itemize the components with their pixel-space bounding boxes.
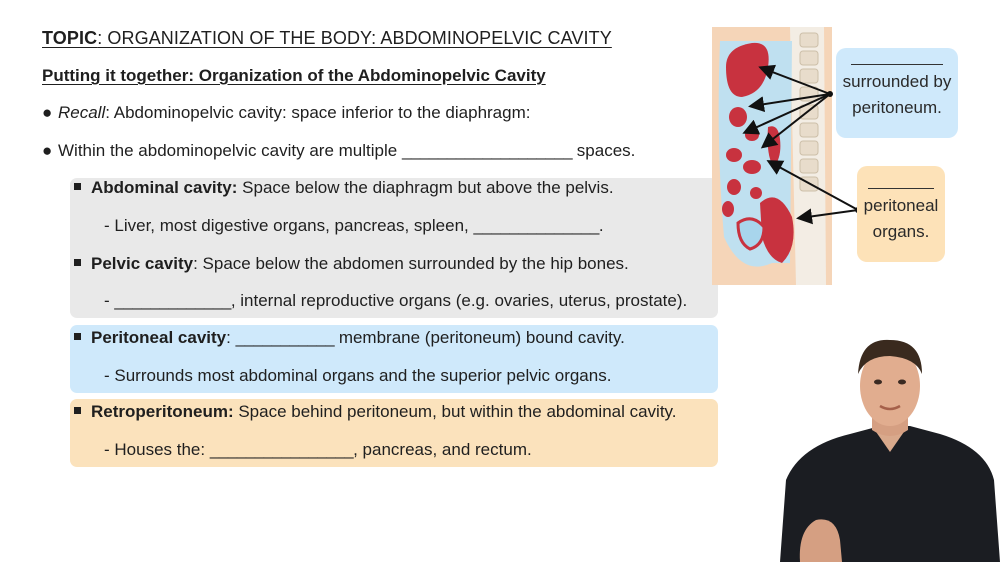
label-blank-line [851,64,944,65]
square-bullet [74,183,81,190]
retro-sub-text: - Houses the: [104,440,210,459]
abdominal-title: Abdominal cavity: [91,178,238,197]
peritoneal-desc: membrane (peritoneum) bound cavity. [334,328,625,347]
within-text: Within the abdominopelvic cavity are multiple [58,141,402,160]
label-line-2: peritoneum. [852,98,942,117]
topic-prefix: TOPIC [42,28,98,48]
bullet-dot: ● [42,141,53,160]
square-bullet [74,407,81,414]
retro-title: Retroperitoneum: [91,402,234,421]
topic-heading [42,28,612,49]
square-bullet [74,259,81,266]
arrow-origin-dot [827,91,833,97]
presenter-eye-left [874,380,882,385]
recall-label: Recall [58,103,106,122]
label-surrounded-by-peritoneum [836,48,958,138]
peritoneal-title: Peritoneal cavity [91,328,227,347]
retro-line [74,402,677,422]
abdominal-sub [104,216,604,236]
label-peritoneal-organs [857,166,945,262]
presenter-video [780,330,1000,562]
peritoneal-sub: - Surrounds most abdominal organs and the superior pelvic organs. [104,366,612,385]
retro-sub-end: , pancreas, and rectum. [353,440,532,459]
label-blank-line [868,188,935,189]
label-line-2: organs. [872,222,930,241]
arrow-lines-lower [770,162,858,218]
pelvic-sub [104,291,687,311]
pelvic-sub-text: , internal reproductive organs (e.g. ovaries, uterus, prostate). [230,291,688,310]
pelvic-sub-prefix: - [104,291,115,310]
abdominal-sub-text: - Liver, most digestive organs, pancreas, spleen, [104,216,474,235]
retro-sub [104,440,532,460]
peritoneal-line [74,328,625,348]
bullet-dot: ● [42,103,53,122]
bullet-recall [42,103,530,123]
abdominal-line [74,178,614,198]
section-subtitle: Putting it together: Organization of the Abdominopelvic Cavity [42,66,546,85]
abdominal-desc: Space below the diaphragm but above the pelvis. [237,178,614,197]
pelvic-blank: _____________ [114,291,231,310]
peritoneal-desc-start: : [226,328,236,347]
within-blank: ___________________ [401,141,573,160]
abdominal-sub-end: . [598,216,604,235]
within-end: spaces. [572,141,636,160]
pelvic-line [74,254,629,274]
arrow-lines-upper [746,68,830,146]
square-bullet [74,333,81,340]
presenter-eye-right [898,380,906,385]
pelvic-title: Pelvic cavity [91,254,194,273]
topic-title: : ORGANIZATION OF THE BODY: ABDOMINOPELVIC CAVITY [97,28,612,48]
label-line-1: surrounded by [842,72,952,91]
pelvic-desc: : Space below the abdomen surrounded by the hip bones. [193,254,629,273]
retro-blank: ________________ [209,440,354,459]
retro-desc: Space behind peritoneum, but within the abdominal cavity. [233,402,677,421]
label-line-1: peritoneal [863,196,939,215]
bullet-within [42,141,635,161]
abdominal-blank: ______________ [473,216,599,235]
recall-text: : Abdominopelvic cavity: space inferior to the diaphragm: [105,103,531,122]
peritoneal-blank: ___________ [235,328,335,347]
